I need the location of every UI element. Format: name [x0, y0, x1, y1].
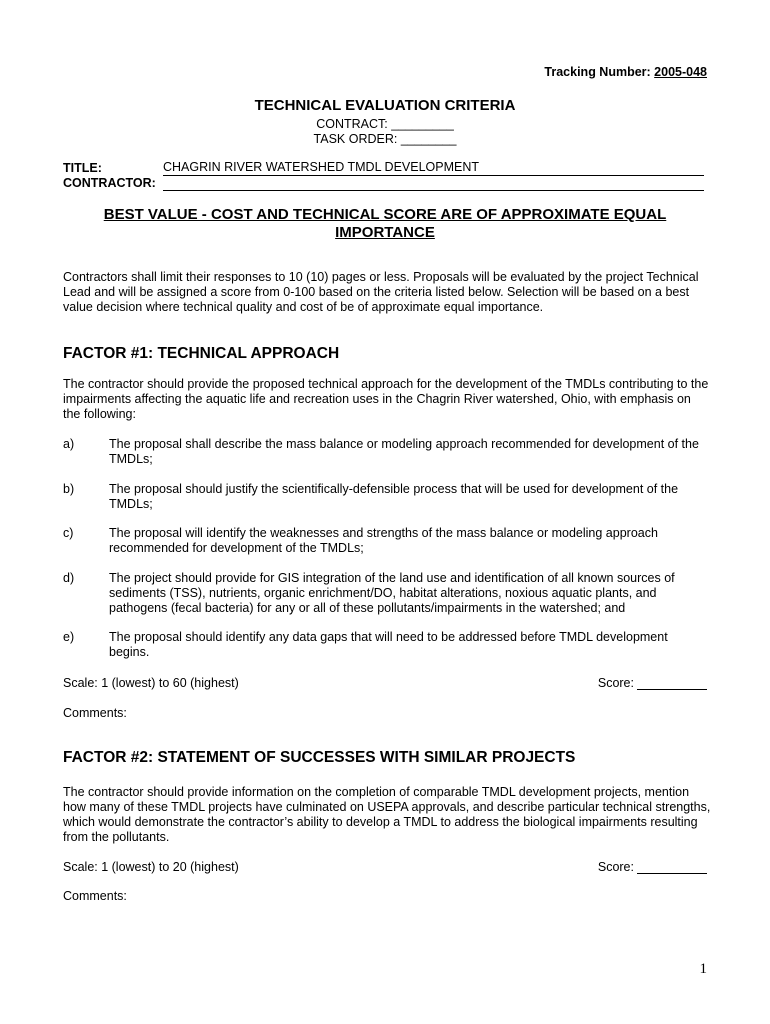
best-value-heading: BEST VALUE - COST AND TECHNICAL SCORE ARE OF APPROXIMATE EQUAL IMPORTANCE: [103, 206, 667, 241]
factor1-score: [598, 676, 707, 690]
item-letter: a): [63, 437, 75, 451]
score-label: Score:: [597, 676, 634, 690]
tracking-number-line: [544, 65, 707, 79]
factor1-heading: FACTOR #1: TECHNICAL APPROACH: [63, 345, 340, 362]
factor2-body: The contractor should provide information on the completion of comparable TMDL development projects, mention how many of these TMDL projects have culminated on USEPA approvals, and describe particular technical strengths, which would demonstrate the contractor’s ability to develop a TMDL to address the biological impairments resulting from the pollutants.: [63, 785, 711, 844]
contractor-field[interactable]: [163, 175, 704, 191]
score-field[interactable]: [637, 677, 707, 690]
title-field[interactable]: CHAGRIN RIVER WATERSHED TMDL DEVELOPMENT: [163, 160, 704, 176]
factor2-heading: FACTOR #2: STATEMENT OF SUCCESSES WITH SIMILAR PROJECTS: [63, 749, 576, 766]
factor1-comments: Comments:: [63, 706, 127, 720]
factor2-comments: Comments:: [63, 889, 127, 903]
factor1-body: The contractor should provide the proposed technical approach for the development of the TMDLs contributing to the impairments affecting the aquatic life and recreation uses in the Chagrin River watershed, Ohio, with emphasis on the following:: [63, 377, 709, 421]
item-text: The proposal will identify the weaknesses and strengths of the mass balance or modeling approach recommended for development of the TMDLs;: [109, 526, 658, 555]
item-letter: c): [63, 526, 74, 540]
intro-paragraph: Contractors shall limit their responses to 10 (10) pages or less. Proposals will be evaluated by the project Technical Lead and will be assigned a score from 0-100 based on the criteria listed below. Selection will be based on a best value decision where technical quality and cost of be of approximate equal importance.: [63, 270, 699, 314]
page-number: 1: [699, 961, 707, 977]
factor2-score: [598, 860, 707, 874]
contract-line: CONTRACT: _________: [316, 117, 454, 131]
item-letter: e): [63, 630, 75, 644]
factor2-scale: Scale: 1 (lowest) to 20 (highest): [63, 860, 239, 874]
item-letter: d): [63, 571, 75, 585]
item-letter: b): [63, 482, 75, 496]
document-title: TECHNICAL EVALUATION CRITERIA: [254, 97, 516, 114]
score-field[interactable]: [637, 861, 707, 874]
score-label: Score:: [597, 860, 634, 874]
tracking-number: 2005-048: [654, 65, 707, 79]
item-text: The proposal should justify the scientifically-defensible process that will be used for development of the TMDLs;: [109, 482, 679, 511]
item-text: The proposal should identify any data gaps that will need to be addressed before TMDL development begins.: [109, 630, 668, 659]
factor1-scale: Scale: 1 (lowest) to 60 (highest): [63, 676, 239, 690]
title-label: TITLE:: [63, 161, 102, 175]
item-text: The proposal shall describe the mass balance or modeling approach recommended for development of the TMDLs;: [109, 437, 699, 466]
contractor-label: CONTRACTOR:: [63, 176, 156, 190]
item-text: The project should provide for GIS integration of the land use and identification of all known sources of sediments (TSS), nutrients, organic enrichment/DO, habitat alterations, noxious aquatic plants, and pathogens (fecal bacteria) for any or all of these pollutants/impairments in the watershed; and: [109, 571, 675, 615]
tracking-label: Tracking Number:: [544, 65, 655, 79]
task-order-line: TASK ORDER: ________: [313, 132, 457, 146]
